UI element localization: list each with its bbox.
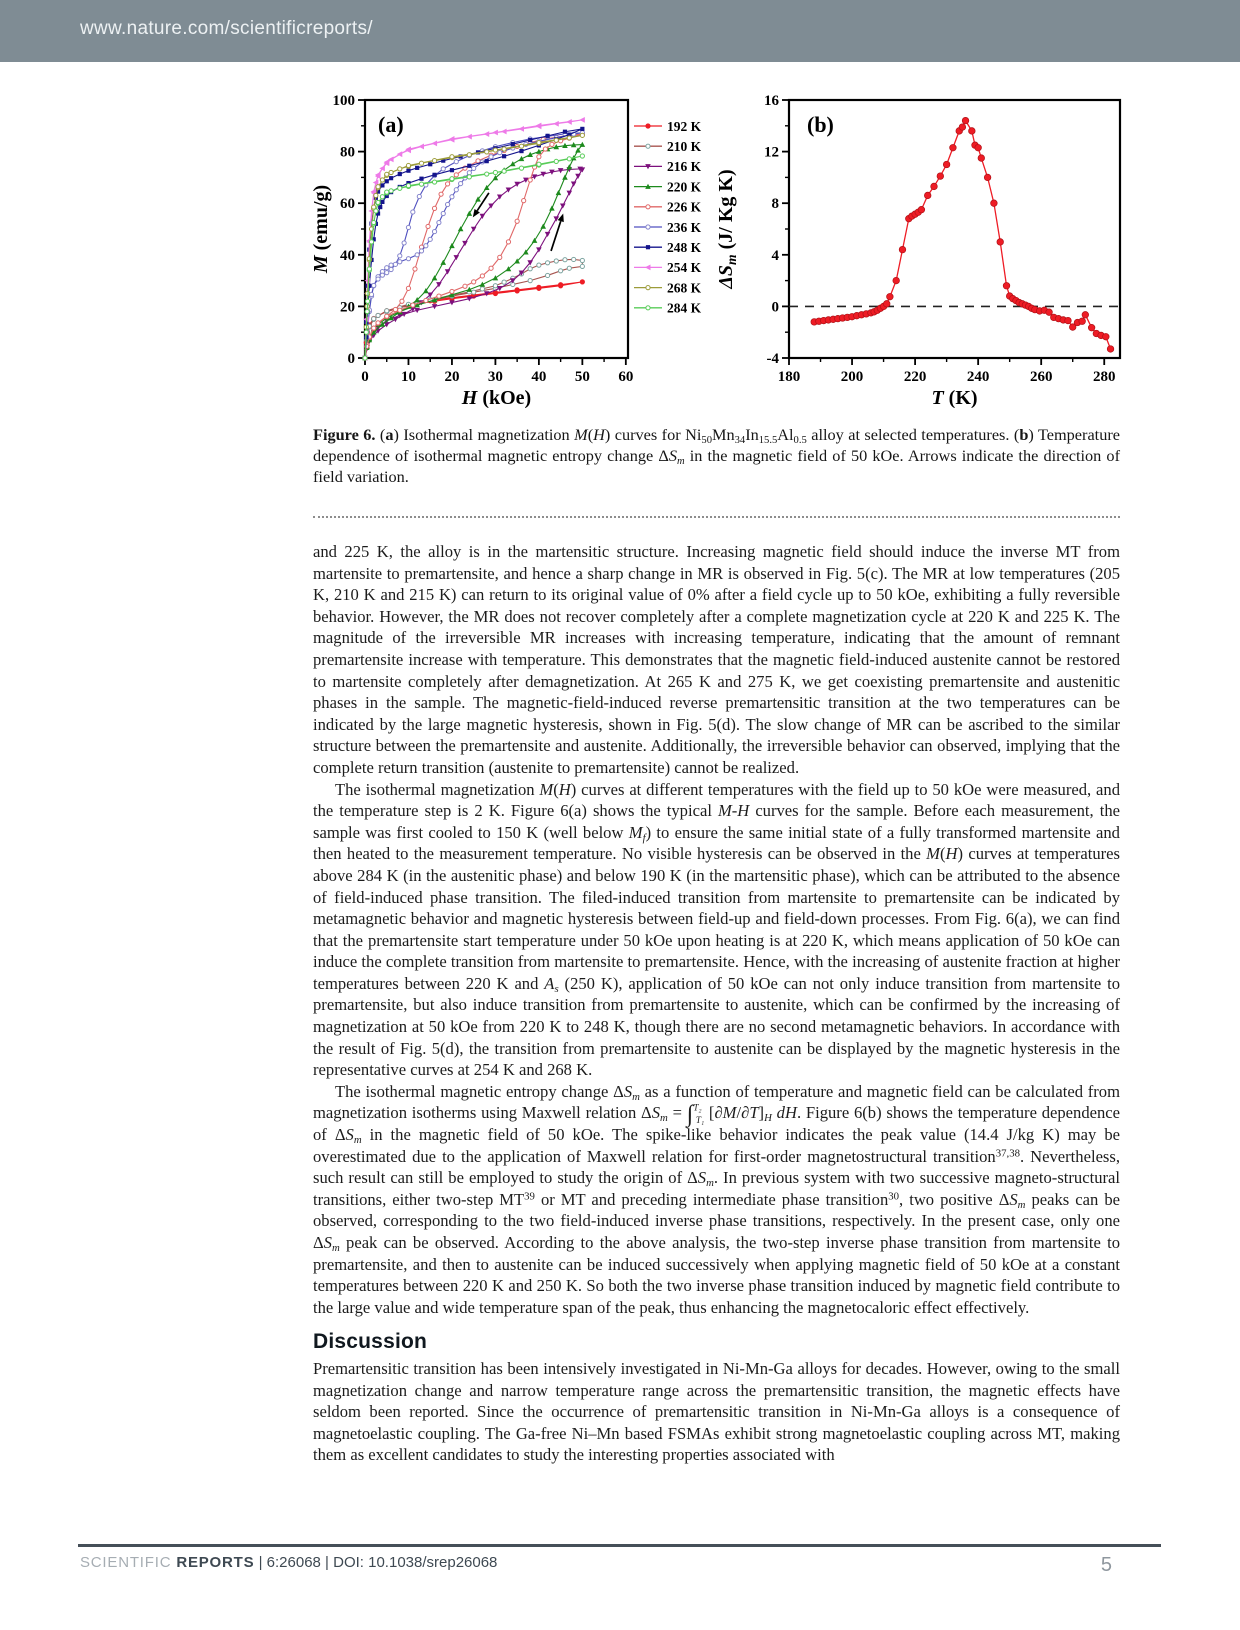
svg-text:248 K: 248 K — [667, 240, 702, 255]
svg-text:(a): (a) — [378, 112, 404, 137]
discussion-paragraph: Premartensitic transition has been intensively investigated in Ni-Mn-Ga alloys for decades. However, owing to the small magnetization change and narrow temperature range across the premartensitic transition, the magnetic effects have seldom been reported. Since the occurrence of premartensitic transition in Ni-Mn-Ga alloys is a consequence of magnetoelastic coupling. The Ga-free Ni–Mn based FSMAs exhibit strong magnetoelastic coupling across MT, making them as excellent candidates to study the interesting properties associated with — [313, 1358, 1120, 1465]
svg-text:8: 8 — [771, 196, 779, 213]
svg-text:30: 30 — [487, 369, 503, 385]
figure6 — [312, 92, 1128, 408]
svg-text:20: 20 — [444, 369, 460, 385]
svg-text:-4: -4 — [766, 351, 779, 367]
svg-text:(b): (b) — [807, 112, 834, 137]
svg-text:284 K: 284 K — [667, 300, 702, 316]
svg-text:180: 180 — [777, 369, 801, 385]
svg-text:0: 0 — [771, 299, 779, 316]
svg-text:200: 200 — [840, 369, 864, 385]
footer-journal-name-bold: REPORTS — [176, 1554, 255, 1571]
svg-text:H (kOe): H (kOe) — [461, 387, 532, 408]
svg-text:210 K: 210 K — [667, 139, 702, 154]
journal-url: www.nature.com/scientificreports/ — [80, 18, 373, 39]
svg-text:0: 0 — [361, 369, 369, 385]
svg-text:226 K: 226 K — [667, 199, 702, 215]
header-bar — [0, 0, 1240, 62]
svg-text:12: 12 — [764, 144, 779, 161]
footer-rule — [78, 1544, 1161, 1547]
svg-text:16: 16 — [764, 93, 779, 109]
svg-text:4: 4 — [771, 247, 779, 264]
page-number: 5 — [1100, 1554, 1112, 1576]
svg-text:240: 240 — [966, 369, 990, 385]
article-body — [313, 541, 1120, 1466]
svg-text:M (emu/g): M (emu/g) — [312, 184, 332, 274]
paragraph-2: The isothermal magnetization M(H) curves at different temperatures with the field up to 50 kOe were measured, and the temperature step is 2 K. Figure 6(a) shows the typical M-H curves for the sample. Before each measurement, the sample was first cooled to 150 K (well below $M_f$) to ensure the same initial state of a fully transformed martensite and then heated to the measurement temperature. No visible hysteresis can be observed in the M(H) curves at temperatures above 284 K (in the austenitic phase) and below 190 K (in the martensitic phase), which can be attributed to the absence of field-induced phase transition. The filed-induced transition from martensite to premartensite can be indicated by metamagnetic behavior and magnetic hysteresis between field-up and field-down processes. From Fig. 6(a), we can find that the premartensite start temperature under 50 kOe upon heating is at 220 K, which means application of 50 kOe can induce the complete transition from martensite to premartensite. Hence, with the increasing of austenite fraction at higher temperatures between 220 K and $A_s$ (250 K), application of 50 kOe can not only induce transition from martensite to premartensite, but also induce transition from premartensite to austenite, which can be confirmed by the increasing of magnetization at 50 kOe from 220 K to 248 K, though there are no second metamagnetic behaviors. In accordance with the result of Fig. 5(d), the transition from premartensite to austenite can be displayed by the magnetic hysteresis in the representative curves at 254 K and 268 K. — [313, 779, 1120, 1080]
svg-text:260: 260 — [1029, 369, 1053, 385]
svg-text:236 K: 236 K — [667, 219, 702, 235]
svg-text:220: 220 — [903, 369, 927, 385]
svg-text:10: 10 — [400, 369, 416, 385]
svg-text:192 K: 192 K — [667, 118, 702, 134]
svg-text:20: 20 — [340, 299, 355, 316]
svg-text:268 K: 268 K — [667, 280, 702, 296]
footer-citation — [80, 1554, 497, 1571]
paragraph-1: and 225 K, the alloy is in the martensitic structure. Increasing magnetic field should induce the inverse MT from martensite to premartensite, and hence a sharp change in MR is observed in Fig. 5(c). The MR at low temperatures (205 K, 210 K and 215 K) can return to its original value of 0% after a field cycle up to 50 kOe, exhibiting a fully reversible behavior. However, the MR does not recover completely after a complete magnetization cycle at 220 K and 225 K. The magnitude of the irreversible MR increases with increasing temperature, indicating that the amount of remnant premartensite increase with temperature. This demonstrates that the magnetic field-induced austenite cannot be restored to martensite completely after demagnetization. At 265 K and 275 K, we get coexisting premartensite and austenitic phases in the sample. The magnetic-field-induced reverse premartensitic transition at the two temperatures can be indicated by the large magnetic hysteresis, shown in Fig. 5(d). The slow change of MR can be ascribed to the similar structure between the premartensite and austenite. Additionally, the irreversible behavior can observed, implying that the complete return transition (austenite to premartensite) cannot be realized. — [313, 542, 1120, 777]
svg-text:60: 60 — [340, 196, 355, 213]
figure6-panel-a-chart — [312, 92, 712, 408]
svg-text:40: 40 — [531, 369, 547, 385]
svg-text:0: 0 — [347, 351, 355, 367]
svg-text:280: 280 — [1092, 369, 1116, 385]
svg-text:T (K): T (K) — [931, 387, 978, 408]
svg-text:100: 100 — [332, 93, 355, 109]
figure6-panel-b-chart — [712, 92, 1128, 408]
section-divider — [313, 516, 1120, 518]
svg-text:254 K: 254 K — [667, 260, 702, 276]
svg-text:50: 50 — [574, 369, 590, 385]
footer — [80, 1554, 1160, 1577]
svg-text:40: 40 — [340, 247, 355, 264]
footer-journal-name: SCIENTIFIC — [80, 1554, 177, 1571]
paragraph-3: The isothermal magnetic entropy change $\Delta S_m$ as a function of temperature and magnetic field can be calculated from magnetization isotherms using Maxwell relation $\Delta S_m = \int^{T_2}_{T_1}$ $[\partial M/\partial T]_H$ dH. Figure 6(b) shows the temperature dependence of $\Delta S_m$ in the magnetic field of 50 kOe. The spike-like behavior indicates the peak value (14.4 J/kg K) may be overestimated due to the application of Maxwell relation for first-order magnetostructural transition$^{37,38}$. Nevertheless, such result can still be employed to study the origin of $\Delta S_m$. In previous system with two successive magneto-structural transitions, either two-step MT$^{39}$ or MT and preceding intermediate phase transition$^{30}$, two positive $\Delta S_m$ peaks can be observed, corresponding to the two field-induced inverse phase transitions, respectively. In the present case, only one $\Delta S_m$ peak can be observed. According to the above analysis, the two-step inverse phase transition from martensite to premartensite, and then to austenite can be induced successively when applying magnetic field of 50 kOe at a constant temperatures between 220 K and 250 K. So both the two inverse phase transition induced by magnetic field contribute to the large value and wide temperature span of the peak, thus enhancing the magnetocaloric effect effectively. — [313, 1081, 1121, 1317]
svg-text:216 K: 216 K — [667, 159, 702, 175]
svg-text:60: 60 — [618, 369, 634, 385]
svg-text:80: 80 — [340, 144, 355, 161]
figure6-caption: Figure 6. (a) Isothermal magnetization M(H) curves for $Ni_{50}Mn_{34}In_{15.5}Al_{0.5}$ alloy at selected temperatures. (b) Temperature dependence of isothermal magnetic entropy change $\Delta S_m$ in the magnetic field of 50 kOe. Arrows indicate the direction of field variation. — [313, 425, 1120, 486]
discussion-heading: Discussion — [313, 1330, 428, 1354]
svg-text:ΔSm (J/ Kg K): $\Delta S_m$ (J/ Kg K) — [715, 169, 739, 289]
svg-text:220 K: 220 K — [667, 179, 702, 195]
footer-meta: | 6:26068 | DOI: 10.1038/srep26068 — [254, 1554, 498, 1571]
